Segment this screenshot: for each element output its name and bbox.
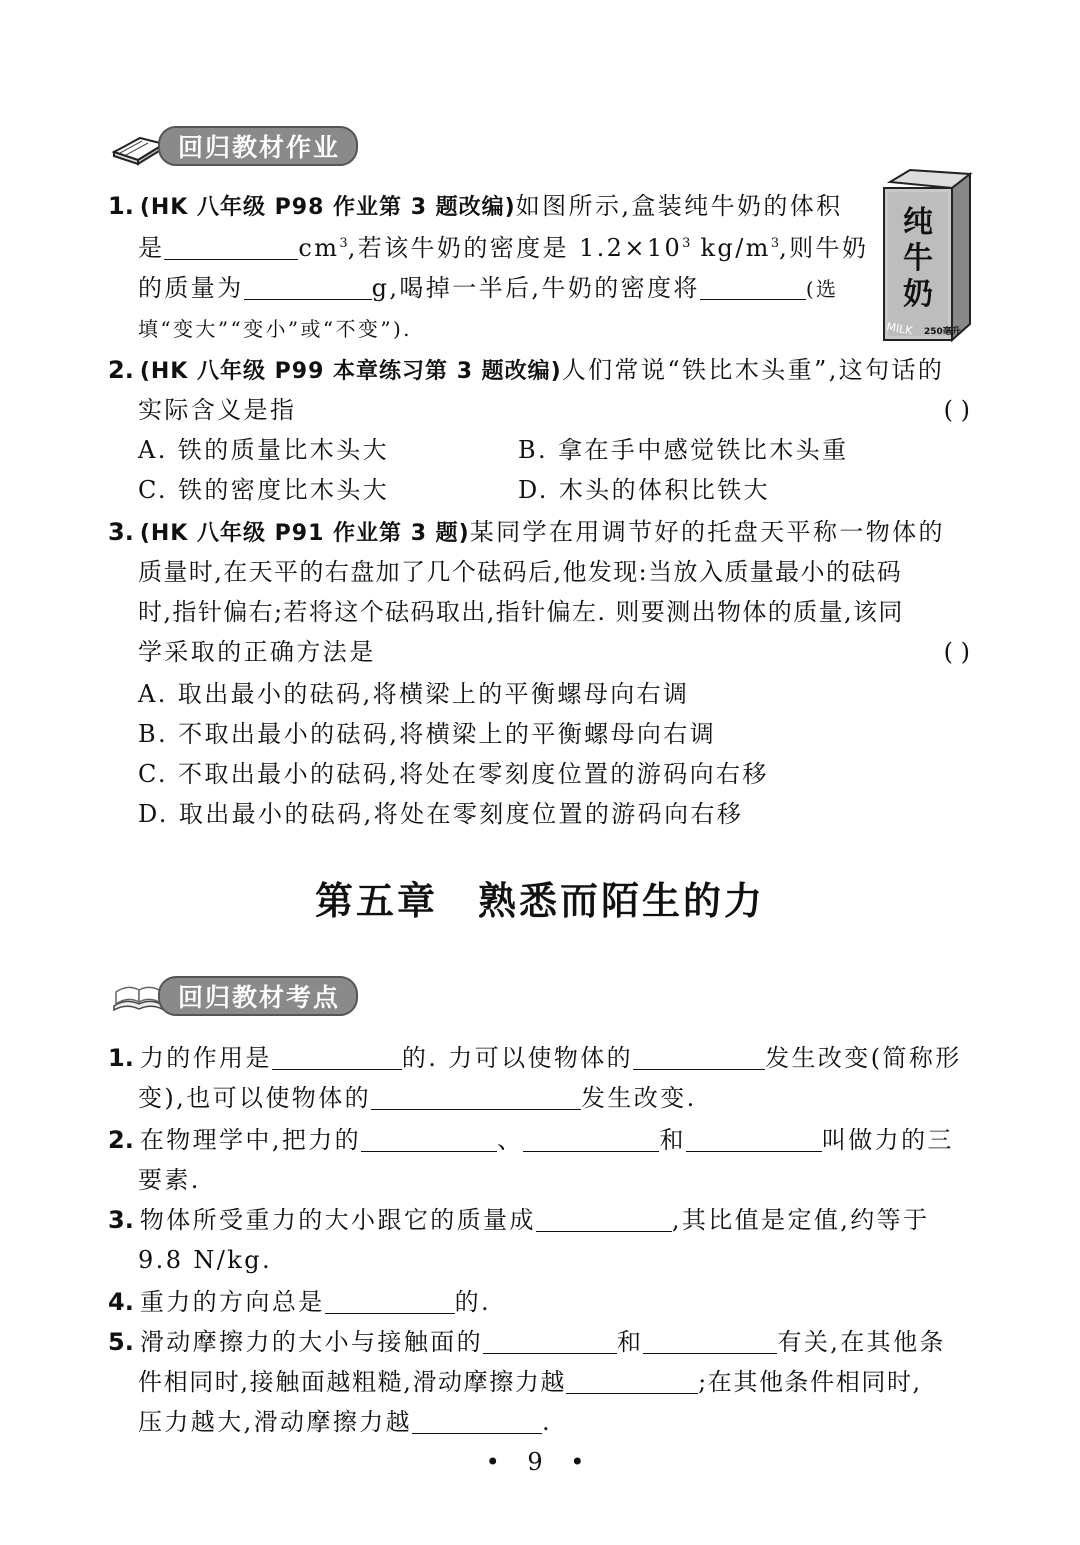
answer-blank[interactable] <box>412 1405 542 1434</box>
question-2-line-2: 实际含义是指 ( ) <box>138 390 970 430</box>
question-1-line-1: 1. (HK 八年级 P98 作业第 3 题改编)如图所示,盒装纯牛奶的体积 <box>108 192 843 220</box>
question-2-option-b: B. 拿在手中感觉铁比木头重 <box>518 436 849 464</box>
question-number: 1. <box>108 1044 134 1072</box>
question-2-option-a: A. 铁的质量比木头大 <box>138 436 389 464</box>
question-number: 2. <box>108 1126 134 1154</box>
section-title-exam-points: 回归教材考点 <box>158 976 358 1016</box>
milk-label: MILK <box>885 320 914 338</box>
question-1-line-4: 填“变大”“变小”或“不变”). <box>138 317 412 341</box>
milk-brand-char-1: 纯 <box>903 205 933 240</box>
answer-blank[interactable] <box>686 1123 822 1152</box>
milk-carton-image <box>878 168 974 344</box>
milk-brand-char-3: 奶 <box>903 277 933 312</box>
question-3-option-b: B. 不取出最小的砝码,将横梁上的平衡螺母向右调 <box>138 720 717 748</box>
answer-blank[interactable] <box>371 1081 581 1110</box>
answer-blank[interactable] <box>643 1325 777 1354</box>
section-header-exam-points <box>110 976 358 1016</box>
question-number: 2. <box>108 356 134 384</box>
point-5-line-2: 件相同时,接触面越粗糙,滑动摩擦力越 ;在其他条件相同时, <box>138 1362 970 1402</box>
question-1-line-2: 是 $cm^3$,若该牛奶的密度是 $1.2\times 10^3$ $kg/m^3$,则牛奶 <box>138 228 878 268</box>
answer-blank[interactable] <box>633 1041 765 1070</box>
answer-blank[interactable] <box>164 231 298 260</box>
answer-paren[interactable]: ( ) <box>943 396 970 424</box>
question-1-line-3: 的质量为 g,喝掉一半后,牛奶的密度将 (选 <box>138 268 878 308</box>
point-3-line-2: 9.8 N/kg. <box>138 1246 273 1274</box>
question-number: 1. <box>108 192 134 220</box>
section-header-homework <box>110 126 358 166</box>
chapter-title: 熟悉而陌生的力 <box>478 878 766 923</box>
question-2-option-d: D. 木头的体积比铁大 <box>518 476 771 504</box>
question-number: 5. <box>108 1328 134 1356</box>
point-2-line-1: 2. 在物理学中,把力的 、 和 叫做力的三 <box>108 1120 970 1160</box>
question-3-option-a: A. 取出最小的砝码,将横梁上的平衡螺母向右调 <box>138 680 690 708</box>
chapter-heading <box>0 870 1080 925</box>
point-5-line-3: 压力越大,滑动摩擦力越 . <box>138 1402 970 1442</box>
answer-blank[interactable] <box>272 1041 402 1070</box>
question-3-line-4: 学采取的正确方法是 ( ) <box>138 632 970 672</box>
answer-blank[interactable] <box>536 1203 672 1232</box>
question-3-line-1: 3. (HK 八年级 P91 作业第 3 题)某同学在用调节好的托盘天平称一物体的 <box>108 518 945 546</box>
answer-blank[interactable] <box>523 1123 659 1152</box>
answer-blank[interactable] <box>361 1123 497 1152</box>
answer-blank[interactable] <box>566 1365 698 1394</box>
question-number: 3. <box>108 518 134 546</box>
question-2-option-c: C. 铁的密度比木头大 <box>138 476 390 504</box>
point-3-line-1: 3. 物体所受重力的大小跟它的质量成 ,其比值是定值,约等于 <box>108 1200 970 1240</box>
answer-paren[interactable]: ( ) <box>943 638 970 666</box>
answer-blank[interactable] <box>325 1285 455 1314</box>
answer-blank[interactable] <box>244 271 372 300</box>
question-number: 4. <box>108 1288 134 1316</box>
point-4-line-1: 4. 重力的方向总是 的. <box>108 1282 970 1322</box>
point-1-line-2: 变),也可以使物体的 发生改变. <box>138 1078 970 1118</box>
point-1-line-1: 1. 力的作用是 的. 力可以使物体的 发生改变(简称形 <box>108 1038 970 1078</box>
chapter-label: 第五章 <box>314 878 438 923</box>
question-source: (HK 八年级 P99 本章练习第 3 题改编) <box>139 359 562 384</box>
question-source: (HK 八年级 P98 作业第 3 题改编) <box>139 195 516 220</box>
point-5-line-1: 5. 滑动摩擦力的大小与接触面的 和 有关,在其他条 <box>108 1322 970 1362</box>
question-2-line-1: 2. (HK 八年级 P99 本章练习第 3 题改编)人们常说“铁比木头重”,这句话的 <box>108 356 945 384</box>
question-3-option-d: D. 取出最小的砝码,将处在零刻度位置的游码向右移 <box>138 800 744 828</box>
question-3-option-c: C. 不取出最小的砝码,将处在零刻度位置的游码向右移 <box>138 760 769 788</box>
section-title-homework: 回归教材作业 <box>158 126 358 166</box>
question-source: (HK 八年级 P91 作业第 3 题) <box>139 521 470 546</box>
question-3-line-2: 质量时,在天平的右盘加了几个砝码后,他发现:当放入质量最小的砝码 <box>138 558 903 586</box>
point-2-line-2: 要素. <box>138 1166 201 1194</box>
milk-brand-char-2: 牛 <box>903 241 933 276</box>
answer-blank[interactable] <box>483 1325 617 1354</box>
question-3-line-3: 时,指针偏右;若将这个砝码取出,指针偏左. 则要测出物体的质量,该同 <box>138 598 904 626</box>
answer-blank[interactable] <box>700 271 806 300</box>
milk-volume-label: 250毫升 <box>924 327 961 337</box>
page-number: • 9 • <box>485 1448 595 1476</box>
question-number: 3. <box>108 1206 134 1234</box>
